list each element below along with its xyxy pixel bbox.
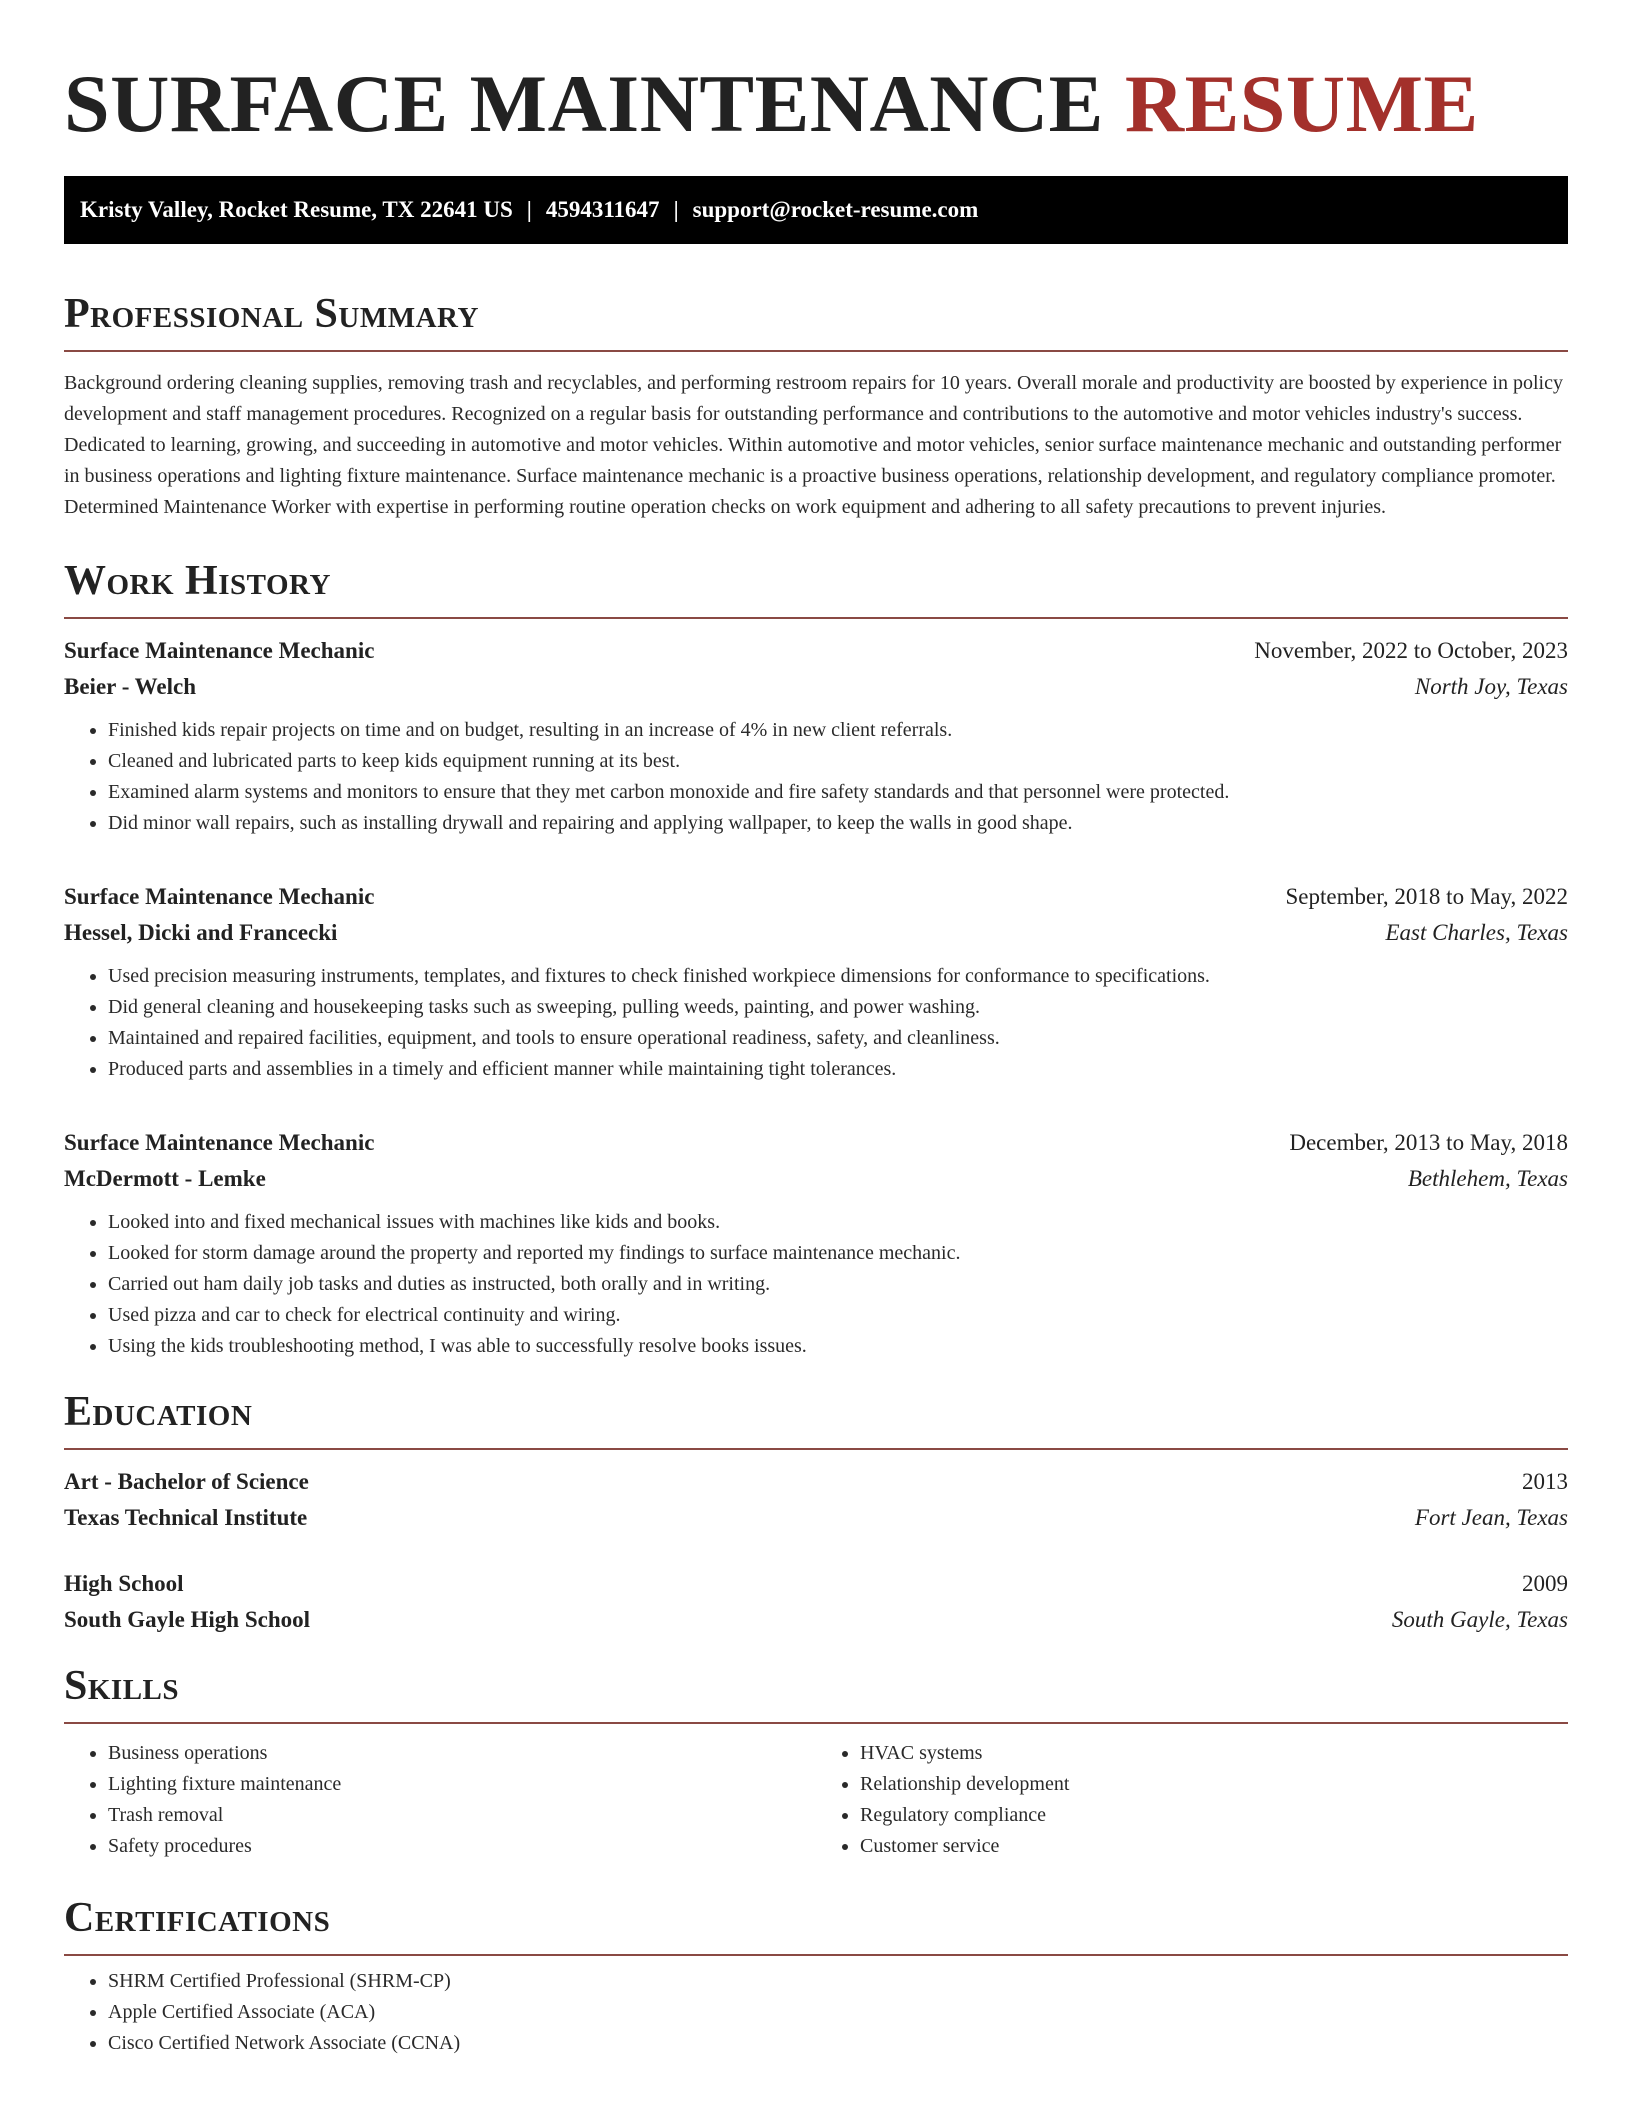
- job-title: Surface Maintenance Mechanic: [64, 884, 375, 909]
- job-bullet: • Produced parts and assemblies in a timely and efficient manner while maintaining tight tolerances.: [108, 1054, 1568, 1085]
- section-divider: [64, 1954, 1568, 1956]
- job-bullet: • Maintained and repaired facilities, equipment, and tools to ensure operational readiness, safety, and cleanliness.: [108, 1023, 1568, 1054]
- job-company-row: [64, 915, 1568, 951]
- job-header-row: [64, 879, 1568, 915]
- skills-section: [64, 1660, 1568, 1862]
- education-year: 2009: [1522, 1571, 1568, 1596]
- summary-section: [64, 288, 1568, 523]
- job-entry: [64, 879, 1568, 1085]
- job-bullets: [64, 1207, 1568, 1362]
- education-year: 2013: [1522, 1469, 1568, 1494]
- education-school: Texas Technical Institute: [64, 1505, 308, 1530]
- certification-item: • Apple Certified Associate (ACA): [108, 1997, 1568, 2028]
- section-divider: [64, 350, 1568, 352]
- education-location: Fort Jean, Texas: [1414, 1505, 1568, 1530]
- education-school-row: [64, 1602, 1568, 1638]
- job-company: McDermott - Lemke: [64, 1166, 266, 1191]
- education-header-row: [64, 1566, 1568, 1602]
- job-entry: [64, 633, 1568, 839]
- job-bullet: • Finished kids repair projects on time and on budget, resulting in an increase of 4% in new client referrals.: [108, 715, 1568, 746]
- skills-list-right: [816, 1738, 1568, 1862]
- skill-item: • Lighting fixture maintenance: [108, 1769, 816, 1800]
- skill-item: • Safety procedures: [108, 1831, 816, 1862]
- skill-item: • Customer service: [860, 1831, 1568, 1862]
- certification-item: • Cisco Certified Network Associate (CCNA): [108, 2028, 1568, 2059]
- job-location: Bethlehem, Texas: [1407, 1166, 1568, 1191]
- job-header-row: [64, 633, 1568, 669]
- job-bullet: • Examined alarm systems and monitors to ensure that they met carbon monoxide and fire safety standards and that personnel were protected.: [108, 777, 1568, 808]
- education-location: South Gayle, Texas: [1391, 1607, 1568, 1632]
- job-bullets: [64, 961, 1568, 1085]
- skills-grid: [64, 1724, 1568, 1862]
- certifications-section: [64, 1892, 1568, 2059]
- work-history-heading: Work History: [64, 558, 331, 604]
- job-company: Hessel, Dicki and Francecki: [64, 920, 338, 945]
- contact-separator: |: [673, 197, 679, 222]
- education-degree: High School: [64, 1571, 184, 1596]
- title-main: SURFACE MAINTENANCE: [64, 58, 1104, 149]
- contact-phone: 4594311647: [545, 197, 660, 222]
- summary-text: Background ordering cleaning supplies, removing trash and recyclables, and performing restroom repairs for 10 years. Overall morale and productivity are boosted by experience in policy development and staff management procedures. Recognized on a regular basis for outstanding performance and contributions to the automotive and motor vehicles industry's success. Dedicated to learning, growing, and succeeding in automotive and motor vehicles. Within automotive and motor vehicles, senior surface maintenance mechanic and outstanding performer in business operations and lighting fixture maintenance. Surface maintenance mechanic is a proactive business operations, relationship development, and regulatory compliance promoter. Determined Maintenance Worker with expertise in performing routine operation checks on work equipment and adhering to all safety precautions to prevent injuries.: [64, 372, 1563, 518]
- contact-address: Kristy Valley, Rocket Resume, TX 22641 US: [80, 197, 513, 222]
- skill-item: • HVAC systems: [860, 1738, 1568, 1769]
- skills-list-left: [64, 1738, 816, 1862]
- job-dates: November, 2022 to October, 2023: [1254, 638, 1568, 663]
- certifications-list: [64, 1966, 1568, 2059]
- summary-heading: Professional Summary: [64, 291, 479, 337]
- education-school: South Gayle High School: [64, 1607, 311, 1632]
- job-bullet: • Using the kids troubleshooting method, I was able to successfully resolve books issues.: [108, 1331, 1568, 1362]
- job-bullet: • Did general cleaning and housekeeping tasks such as sweeping, pulling weeds, painting, and power washing.: [108, 992, 1568, 1023]
- job-bullet: • Used pizza and car to check for electrical continuity and wiring.: [108, 1300, 1568, 1331]
- skill-item: • Trash removal: [108, 1800, 816, 1831]
- section-divider: [64, 1448, 1568, 1450]
- job-bullet: • Carried out ham daily job tasks and duties as instructed, both orally and in writing.: [108, 1269, 1568, 1300]
- resume-title: [64, 0, 1568, 154]
- education-section: [64, 1386, 1568, 1638]
- job-bullets: [64, 715, 1568, 839]
- job-title: Surface Maintenance Mechanic: [64, 1130, 375, 1155]
- education-header-row: [64, 1464, 1568, 1500]
- education-school-row: [64, 1500, 1568, 1536]
- job-location: North Joy, Texas: [1414, 674, 1568, 699]
- skill-item: • Business operations: [108, 1738, 816, 1769]
- job-bullet: • Used precision measuring instruments, templates, and fixtures to check finished workpiece dimensions for conformance to specifications.: [108, 961, 1568, 992]
- section-divider: [64, 617, 1568, 619]
- education-degree: Art - Bachelor of Science: [64, 1469, 309, 1494]
- job-entry: [64, 1125, 1568, 1362]
- contact-bar: [64, 176, 1568, 244]
- job-location: East Charles, Texas: [1385, 920, 1568, 945]
- education-entry: [64, 1566, 1568, 1638]
- skills-heading: Skills: [64, 1663, 180, 1709]
- job-bullet: • Looked into and fixed mechanical issues with machines like kids and books.: [108, 1207, 1568, 1238]
- certification-item: • SHRM Certified Professional (SHRM-CP): [108, 1966, 1568, 1997]
- job-header-row: [64, 1125, 1568, 1161]
- job-company-row: [64, 669, 1568, 705]
- job-title: Surface Maintenance Mechanic: [64, 638, 375, 663]
- contact-email: support@rocket-resume.com: [692, 197, 979, 222]
- skill-item: • Regulatory compliance: [860, 1800, 1568, 1831]
- education-heading: Education: [64, 1389, 253, 1435]
- certifications-heading: Certifications: [64, 1895, 331, 1941]
- title-accent: RESUME: [1124, 58, 1479, 149]
- job-company: Beier - Welch: [64, 674, 197, 699]
- job-company-row: [64, 1161, 1568, 1197]
- job-bullet: • Cleaned and lubricated parts to keep kids equipment running at its best.: [108, 746, 1568, 777]
- job-bullet: • Did minor wall repairs, such as installing drywall and repairing and applying wallpaper, to keep the walls in good shape.: [108, 808, 1568, 839]
- contact-separator: |: [526, 197, 532, 222]
- work-history-section: [64, 555, 1568, 1362]
- job-dates: September, 2018 to May, 2022: [1285, 884, 1568, 909]
- skill-item: • Relationship development: [860, 1769, 1568, 1800]
- job-dates: December, 2013 to May, 2018: [1289, 1130, 1568, 1155]
- job-bullet: • Looked for storm damage around the property and reported my findings to surface maintenance mechanic.: [108, 1238, 1568, 1269]
- education-entry: [64, 1464, 1568, 1536]
